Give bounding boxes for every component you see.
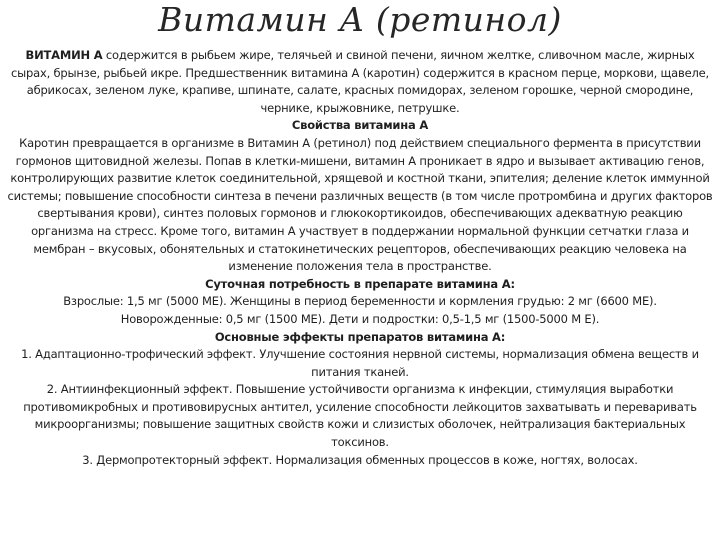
effect-item: 3. Дермопротекторный эффект. Нормализация обменных процессов в коже, ногтях, волосах. (82, 452, 638, 467)
effect-item: 2. Антиинфекционный эффект. Повышение устойчивости организма к инфекции, стимуляция выработки противомикробных и противовирусных антител, усиление способности лейкоцитов захватывать и переваривать микроорганизмы; повышение защитных свойств кожи и слизистых оболочек, нейтрализация бактериальных токсинов. (23, 382, 697, 450)
intro-paragraph (6, 47, 714, 117)
intro-text: содержится в рыбьем жире, телячьей и свиной печени, яичном желтке, сливочном масле, жирных сырах, брынзе, рыбьей икре. Предшественник витамина А (каротин) содержится в красном перце, моркови, щавеле, абрикосах, зеленом луке, крапиве, шпинате, салате, красных помидорах, зеленом горошке, черной смородине, чернике, крыжовнике, петрушке. (11, 48, 709, 115)
daily-heading: Суточная потребность в препарате витамина А: (205, 276, 515, 291)
effects-heading: Основные эффекты препаратов витамина А: (214, 329, 506, 344)
daily-adults: Взрослые: 1,5 мг (5000 МЕ). Женщины в период беременности и кормления грудью: 2 мг (6600 МЕ). (63, 294, 657, 309)
slide-title: Витамин А (ретинол) (158, 0, 562, 39)
effect-item: 1. Адаптационно-трофический эффект. Улучшение состояния нервной системы, нормализация обмена веществ и питания тканей. (21, 347, 699, 379)
slide-body (6, 47, 714, 469)
properties-paragraph: Каротин превращается в организме в Витамин А (ретинол) под действием специального фермента в присутствии гормонов щитовидной железы. Попав в клетки-мишени, витамин А проникает в ядро и вызывает активацию генов, контролирующих развитие клеток соединительной, хрящевой и костной ткани, эпителия; деление клеток иммунной системы; повышение способности синтеза в печени различных веществ (в том числе протромбина и других факторов свертывания крови), синтез половых гормонов и глюкокортикоидов, обеспечивающих адекватную реакцию организма на стресс. Кроме того, витамин А участвует в поддержании нормальной функции сетчатки глаза и мембран – вкусовых, обонятельных и статокинетических рецепторов, обеспечивающих реакцию человека на изменение положения тела в пространстве. (7, 135, 713, 274)
daily-children: Новорожденные: 0,5 мг (1500 МЕ). Дети и подростки: 0,5-1,5 мг (1500-5000 М Е). (120, 311, 600, 326)
properties-heading: Свойства витамина А (291, 118, 429, 133)
intro-lead: ВИТАМИН А (25, 48, 103, 62)
